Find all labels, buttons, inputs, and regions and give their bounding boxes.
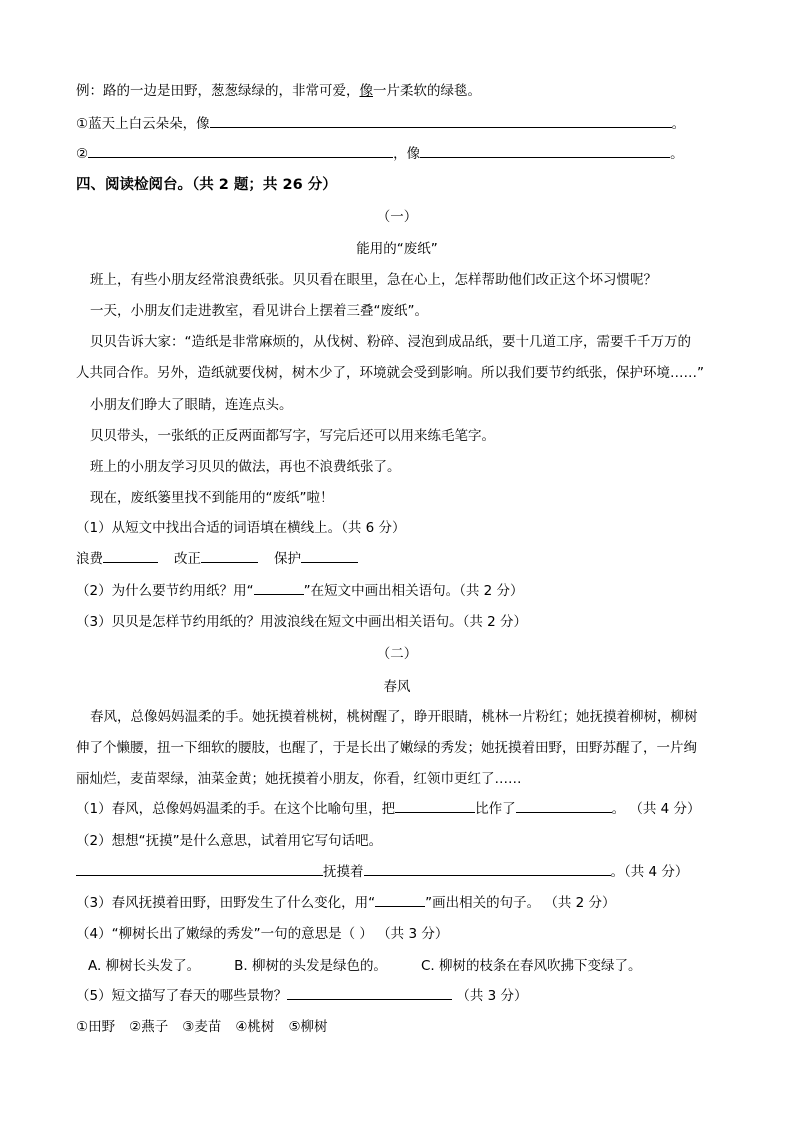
multiple-choice-options [88, 955, 734, 977]
reading-question-4: （4）“柳树长出了嫩绿的秀发”一句的意思是（ ） （共 3 分） [76, 926, 449, 942]
passage-paragraph: 现在，废纸篓里找不到能用的“废纸”啦！ [90, 490, 334, 506]
choice-item[interactable]: ④桃树 [235, 1019, 275, 1035]
passage-title: 春风 [383, 679, 411, 695]
answer-blank[interactable] [287, 985, 452, 1000]
word-fill-row [76, 548, 734, 570]
fill-question-1 [76, 113, 734, 135]
question-text: （5）短文描写了春天的哪些景物？ [76, 988, 288, 1004]
question-text: 比作了 [475, 801, 516, 817]
question-text: （2）为什么要节约用纸？用“ [76, 583, 254, 599]
choice-item[interactable]: ③麦苗 [182, 1019, 222, 1035]
passage-paragraph-cont: 丽灿烂，麦苗翠绿，油菜金黄；她抚摸着小朋友，你看，红领巾更红了…… [76, 771, 522, 787]
option-b[interactable]: B. 柳树的头发是绿色的。 [234, 958, 387, 974]
passage-title: 能用的“废纸” [356, 241, 438, 257]
reading-question-3: （3）贝贝是怎样节约用纸的？用波浪线在短文中画出相关语句。（共 2 分） [76, 614, 528, 630]
choice-item[interactable]: ⑤柳树 [288, 1019, 328, 1035]
sentence-writing-row [76, 861, 734, 883]
question-text: ，像 [393, 146, 421, 162]
period: 。 [670, 146, 684, 162]
reading-question-2: （2）想想“抚摸”是什么意思，试着用它写句话吧。 [76, 833, 383, 849]
answer-blank[interactable] [103, 548, 158, 563]
example-line [76, 80, 734, 102]
word-label: 改正 [174, 551, 201, 567]
reading-question-1: （1）从短文中找出合适的词语填在横线上。（共 6 分） [76, 520, 406, 536]
reading-question-1 [76, 798, 734, 820]
answer-blank[interactable] [301, 548, 358, 563]
passage-paragraph-cont: 伸了个懒腰，扭一下细软的腰肢，也醒了，于是长出了嫩绿的秀发；她抚摸着田野，田野苏醒了，一片绚 [76, 740, 697, 756]
answer-blank[interactable] [375, 892, 425, 907]
option-c[interactable]: C. 柳树的枝条在春风吹拂下变绿了。 [420, 958, 642, 974]
question-text: 。 （共 4 分） [611, 801, 701, 817]
answer-blank[interactable] [76, 861, 323, 876]
question-text: 。（共 4 分） [610, 864, 689, 880]
passage-paragraph-cont: 人共同合作。另外，造纸就要伐树，树木少了，环境就会受到影响。所以我们要节约纸张，保护环境……” [76, 365, 704, 381]
passage-paragraph: 贝贝告诉大家：“造纸是非常麻烦的，从伐树、粉碎、浸泡到成品纸，要十几道工序，需要千千万万的 [90, 334, 691, 350]
passage-paragraph: 小朋友们睁大了眼睛，连连点头。 [90, 397, 293, 413]
question-text: （共 3 分） [452, 988, 528, 1004]
question-text: ”在短文中画出相关语句。（共 2 分） [303, 583, 524, 599]
question-text: （1）春风，总像妈妈温柔的手。在这个比喻句里，把 [76, 801, 396, 817]
choice-item[interactable]: ②燕子 [129, 1019, 169, 1035]
answer-blank[interactable] [88, 143, 393, 158]
reading-question-5 [76, 985, 734, 1007]
question-text: 抚摸着 [323, 864, 364, 880]
reading-question-2 [76, 580, 734, 602]
fill-question-2 [76, 143, 734, 165]
passage-index: （一） [376, 209, 418, 225]
word-label: 浪费 [76, 551, 103, 567]
passage-paragraph: 贝贝带头，一张纸的正反两面都写字，写完后还可以用来练毛笔字。 [90, 428, 495, 444]
period: 。 [671, 116, 686, 132]
passage-paragraph: 班上，有些小朋友经常浪费纸张。贝贝看在眼里，急在心上，怎样帮助他们改正这个坏习惯呢？ [90, 272, 657, 288]
answer-blank[interactable] [201, 548, 258, 563]
passage-paragraph: 春风，总像妈妈温柔的手。她抚摸着桃树，桃树醒了，睁开眼睛，桃林一片粉红；她抚摸着柳树，柳树 [90, 709, 698, 725]
reading-question-3 [76, 892, 734, 914]
question-text: ”画出相关的句子。 （共 2 分） [425, 895, 616, 911]
passage-paragraph: 一天，小朋友们走进教室，看见讲台上摆着三叠“废纸”。 [90, 303, 428, 319]
question-text: （3）春风抚摸着田野，田野发生了什么变化，用“ [76, 895, 376, 911]
word-label: 保护 [274, 551, 301, 567]
question-number: ② [76, 146, 89, 162]
answer-blank[interactable] [516, 798, 612, 813]
passage-index: （二） [376, 646, 418, 662]
answer-blank[interactable] [420, 143, 670, 158]
choice-list [76, 1016, 734, 1038]
example-text: 例：路的一边是田野，葱葱绿绿的，非常可爱， [76, 83, 360, 99]
question-number: ① [76, 116, 89, 132]
option-a[interactable]: A. 柳树长头发了。 [88, 958, 201, 974]
passage-paragraph: 班上的小朋友学习贝贝的做法，再也不浪费纸张了。 [90, 459, 401, 475]
answer-blank[interactable] [395, 798, 475, 813]
example-text-end: 一片柔软的绿毯。 [373, 83, 481, 99]
answer-blank[interactable] [210, 113, 672, 128]
example-underlined-word: 像 [359, 83, 373, 99]
answer-blank[interactable] [364, 861, 611, 876]
section-title: 四、阅读检阅台。（共 2 题；共 26 分） [76, 177, 337, 193]
question-text: 蓝天上白云朵朵，像 [88, 116, 210, 132]
answer-blank[interactable] [254, 580, 304, 595]
choice-item[interactable]: ①田野 [76, 1019, 116, 1035]
